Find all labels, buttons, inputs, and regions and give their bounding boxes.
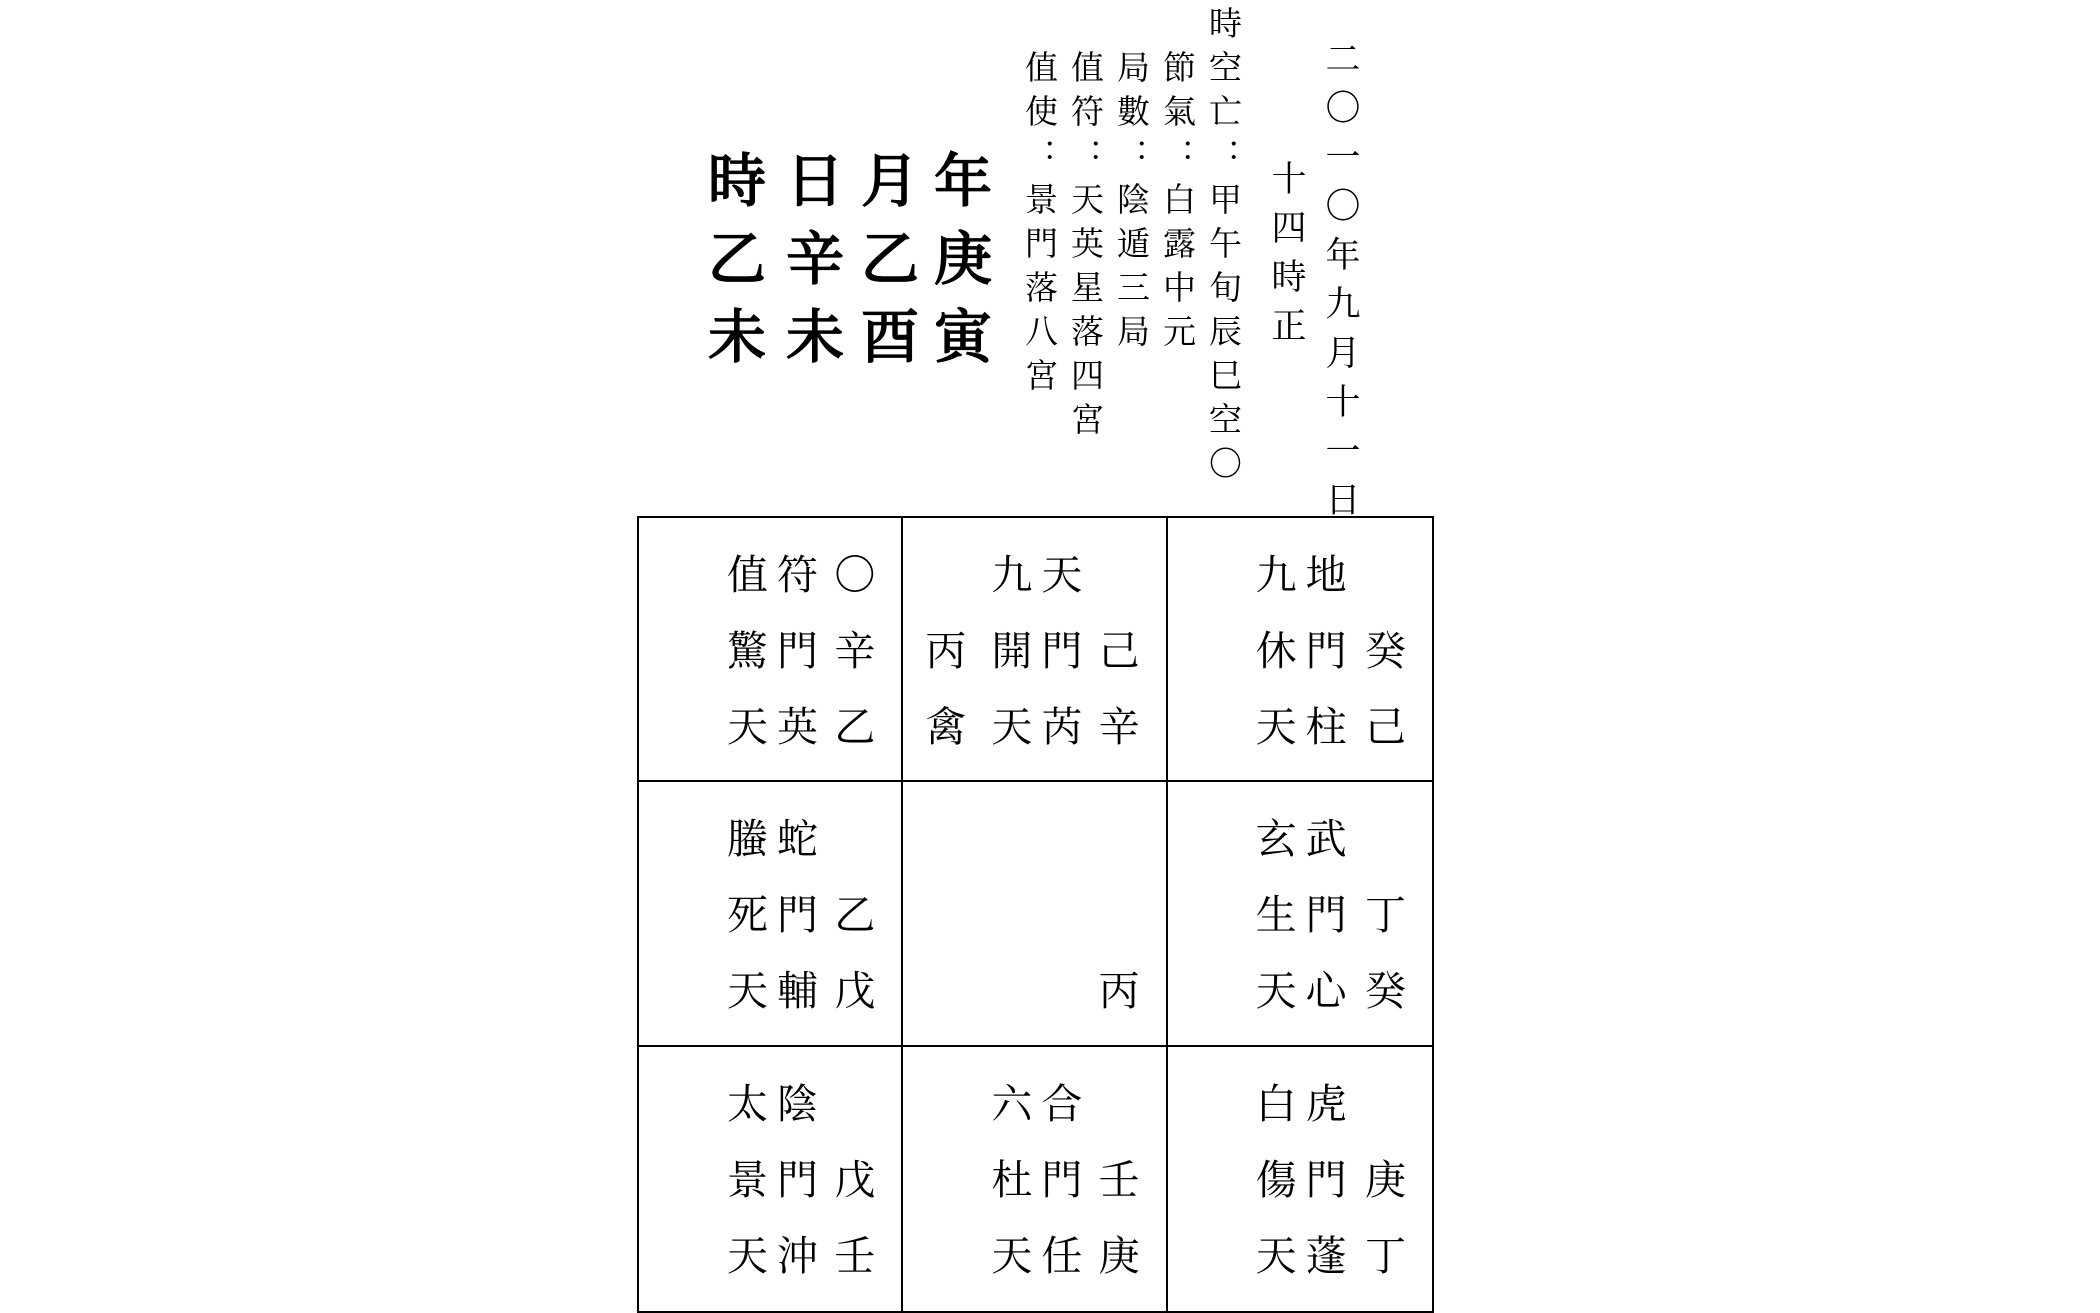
extra-star-char: 禽 — [925, 703, 967, 751]
extra-stem: 丙 — [925, 627, 967, 675]
star-stem: 戊 — [834, 967, 876, 1016]
ju-shu-info: 局數：陰遁三局 — [1112, 50, 1151, 358]
nine-palace-grid — [637, 516, 1434, 1313]
door-stem: 丁 — [1365, 891, 1406, 940]
palace-top-center — [903, 518, 1167, 782]
door-stem: 庚 — [1365, 1155, 1406, 1204]
palace-middle-left — [639, 782, 903, 1046]
door-label: 景門 — [727, 1155, 827, 1204]
palace-bottom-left — [639, 1047, 903, 1311]
palace-middle-right — [1168, 782, 1432, 1046]
deity-label: 玄武 — [1255, 815, 1356, 864]
door-label: 死門 — [727, 891, 827, 940]
pillar-year: 年庚寅 — [924, 150, 992, 384]
door-label: 驚門 — [727, 627, 827, 675]
star-label: 天英 — [727, 703, 827, 751]
star-stem: 庚 — [1098, 1231, 1140, 1280]
date-line: 二〇一〇年九月十一日 — [1320, 40, 1360, 530]
door-stem: 壬 — [1098, 1155, 1140, 1204]
star-stem: 丁 — [1365, 1231, 1406, 1280]
palace-center — [903, 782, 1167, 1046]
star-label: 天沖 — [727, 1231, 827, 1280]
star-label: 天柱 — [1255, 703, 1356, 751]
star-stem: 癸 — [1365, 967, 1406, 1016]
door-stem: 戊 — [834, 1155, 876, 1204]
star-stem: 辛 — [1098, 703, 1140, 751]
zhi-shi-info: 值使：景門落八宮 — [1020, 50, 1059, 402]
deity-label: 值符 — [727, 551, 827, 599]
star-stem: 乙 — [834, 703, 876, 751]
zhi-fu-info: 值符：天英星落四宮 — [1066, 50, 1105, 446]
deity-label: 螣蛇 — [727, 815, 827, 864]
palace-bottom-right — [1168, 1047, 1432, 1311]
deity-label: 九地 — [1255, 551, 1356, 599]
door-label: 杜門 — [991, 1155, 1092, 1204]
star-stem: 壬 — [834, 1231, 876, 1280]
door-stem: 己 — [1098, 627, 1140, 675]
pillar-hour: 時乙未 — [698, 150, 766, 384]
star-label: 天蓬 — [1255, 1231, 1356, 1280]
jie-qi-info: 節氣：白露中元 — [1158, 50, 1197, 358]
palace-top-left — [639, 518, 903, 782]
time-line: 十四時正 — [1266, 160, 1306, 356]
center-stem: 丙 — [1098, 967, 1140, 1016]
door-stem: 辛 — [834, 627, 876, 675]
pillar-month: 月乙酉 — [851, 150, 919, 384]
palace-bottom-center — [903, 1047, 1167, 1311]
deity-label: 九天 — [991, 551, 1092, 599]
pillar-day: 日辛未 — [776, 150, 844, 384]
deity-label: 太陰 — [727, 1079, 827, 1128]
star-label: 天輔 — [727, 967, 827, 1016]
deity-label: 白虎 — [1255, 1079, 1356, 1128]
door-stem: 癸 — [1365, 627, 1406, 675]
kong-wang-marker: 〇 — [834, 551, 876, 599]
star-label: 天心 — [1255, 967, 1356, 1016]
door-label: 開門 — [991, 627, 1092, 675]
kong-wang-info: 時空亡：甲午旬辰巳空〇 — [1204, 6, 1243, 490]
star-label: 天任 — [991, 1231, 1092, 1280]
door-label: 休門 — [1255, 627, 1356, 675]
door-label: 傷門 — [1255, 1155, 1356, 1204]
door-stem: 乙 — [834, 891, 876, 940]
palace-top-right — [1168, 518, 1432, 782]
star-label: 天芮 — [991, 703, 1092, 751]
deity-label: 六合 — [991, 1079, 1092, 1128]
door-label: 生門 — [1255, 891, 1356, 940]
star-stem: 己 — [1365, 703, 1406, 751]
